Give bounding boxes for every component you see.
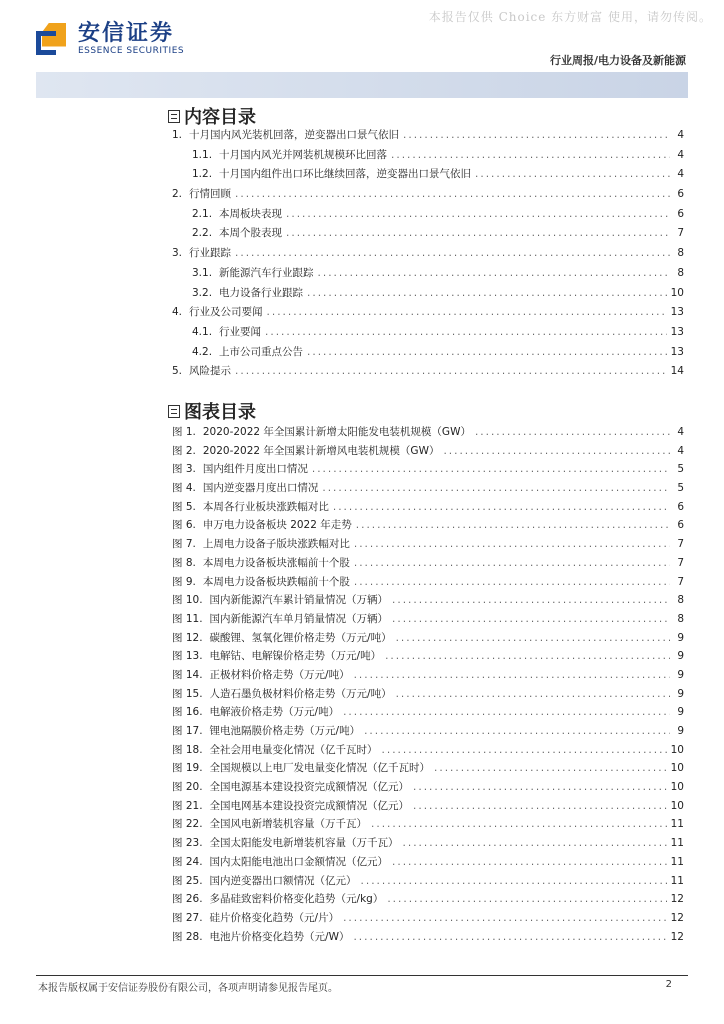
figure-entry-number: 图 18. [172,743,203,756]
figure-entry[interactable] [172,536,684,555]
figure-entry-page: 10 [670,799,684,812]
dot-leader [392,856,667,868]
dot-leader [371,818,667,830]
toc-entry-page: 7 [677,227,684,240]
figure-entry-number: 图 21. [172,799,203,812]
toc-entry-number: 1.1. [192,148,213,161]
figure-entry-page: 8 [677,612,684,625]
figure-entry[interactable] [172,424,684,443]
figure-entry[interactable] [172,760,684,779]
figure-entry[interactable] [172,499,684,518]
figure-entry[interactable] [172,592,684,611]
dot-leader [382,744,667,756]
toc-entry[interactable] [172,344,684,364]
dot-leader [413,800,667,812]
figure-entry-page: 9 [677,725,684,737]
toc-entry-page: 14 [670,365,684,378]
figure-entry-title: 国内新能源汽车单月销量情况（万辆） [209,612,389,625]
figure-entry-title: 本周电力设备板块涨幅前十个股 [202,556,350,569]
dot-leader [391,149,670,161]
dot-leader [396,632,670,644]
toc-entry-page: 13 [670,306,684,319]
figure-entry[interactable] [172,929,684,948]
toc-entry-title: 新能源汽车行业跟踪 [219,266,314,279]
figure-entry-page: 4 [677,426,684,438]
figure-entry-title: 国内太阳能电池出口金额情况（亿元） [209,855,389,868]
toc-entry-title: 行情回顾 [189,188,232,201]
figure-entry-page: 5 [677,482,684,495]
dot-leader [392,594,670,606]
figure-entry[interactable] [172,630,684,649]
figure-entry[interactable] [172,910,684,929]
figure-entry-title: 硅片价格变化趋势（元/片） [209,911,340,924]
figure-entry[interactable] [172,835,684,854]
figure-entry-page: 9 [677,668,684,681]
toc-entry[interactable] [172,225,684,245]
figure-entry[interactable] [172,798,684,817]
dot-leader [475,168,670,180]
dot-leader [354,669,670,681]
figure-entry-page: 7 [677,575,684,588]
dot-leader [403,129,670,141]
dot-leader [353,931,666,943]
figure-entry[interactable] [172,686,684,705]
figure-entry-title: 全国电网基本建设投资完成额情况（亿元） [209,799,410,812]
figure-entry-page: 9 [677,706,684,719]
figure-entry-title: 国内逆变器出口额情况（亿元） [209,874,357,887]
figure-entry-number: 图 19. [172,762,203,775]
toc-entry[interactable] [172,265,684,285]
dot-leader [307,346,667,358]
figure-entry-page: 11 [670,874,684,887]
dot-leader [387,893,666,905]
figure-entry-page: 6 [677,500,684,513]
figure-entry[interactable] [172,480,684,499]
footer-disclaimer: 本报告版权属于安信证券股份有限公司，各项声明请参见报告尾页。 [38,983,338,994]
figure-entry[interactable] [172,704,684,723]
toc-entry-page: 4 [677,168,684,181]
logo-chinese-name: 安信证券 [78,21,175,46]
report-category: 行业周报/电力设备及新能源 [549,54,686,67]
figure-entry-title: 全国太阳能发电新增装机容量（万千瓦） [209,837,399,850]
dot-leader [307,287,667,299]
toc-entry[interactable] [172,324,684,344]
dot-leader [235,247,670,259]
figure-entry[interactable] [172,555,684,574]
company-logo [36,22,184,57]
figure-entry-title: 多晶硅致密料价格变化趋势（元/kg） [209,893,384,906]
dot-leader [413,781,667,793]
dot-leader [396,688,670,700]
toc-entry-page: 4 [677,148,684,161]
figure-entry-number: 图 9. [172,575,196,588]
figure-entry[interactable] [172,854,684,873]
figure-entry-number: 图 25. [172,874,203,887]
figure-entry[interactable] [172,873,684,892]
toc-entry[interactable] [172,147,684,167]
toc-entry-number: 2.2. [192,227,213,240]
dot-leader [356,519,670,531]
toc-entry-number: 3.1. [192,266,213,279]
figure-entry-number: 图 4. [172,482,196,495]
toc-entry-title: 行业跟踪 [189,247,232,260]
figure-entry[interactable] [172,648,684,667]
toc-entry-title: 本周板块表现 [219,207,283,220]
figure-entry[interactable] [172,816,684,835]
figure-entry-number: 图 1. [172,426,196,438]
figure-entry-title: 国内组件月度出口情况 [202,463,308,476]
figure-entry-title: 本周电力设备板块跌幅前十个股 [202,575,350,588]
figure-entry-page: 11 [670,837,684,850]
dot-leader [333,501,670,513]
figure-entry-number: 图 11. [172,612,203,625]
figure-entry-number: 图 26. [172,893,203,906]
toc-entry[interactable] [172,363,684,383]
toc-entry-number: 3. [172,247,183,260]
figure-entry-title: 电解液价格走势（万元/吨） [209,706,340,719]
figure-entry-title: 2020-2022 年全国累计新增风电装机规模（GW） [202,444,440,457]
figure-entry-page: 6 [677,519,684,532]
toc-entry-page: 4 [677,129,684,141]
figure-entry-number: 图 14. [172,668,203,681]
dot-leader [385,650,670,662]
toc-entry-number: 1.2. [192,168,213,181]
figure-entry-page: 11 [670,855,684,868]
header-band [36,72,688,98]
figure-entry-number: 图 22. [172,818,203,831]
figure-entry-title: 电池片价格变化趋势（元/W） [209,930,350,943]
figure-entry-title: 全社会用电量变化情况（亿千瓦时） [209,743,378,756]
figure-entry-title: 人造石墨负极材料价格走势（万元/吨） [209,687,392,700]
toc-entry-title: 上市公司重点公告 [219,345,304,358]
figure-list-title: 图表目录 [184,402,256,423]
dot-leader [434,762,667,774]
figure-entry-title: 国内逆变器月度出口情况 [202,482,319,495]
toc-entry-title: 行业及公司要闻 [189,306,263,319]
toc-entry-number: 2. [172,188,183,201]
toc-entry[interactable] [172,166,684,186]
figure-entry-page: 7 [677,556,684,569]
figure-entry-number: 图 12. [172,631,203,644]
figure-entry-page: 9 [677,687,684,700]
figure-entry[interactable] [172,517,684,536]
toc-entry-page: 13 [670,325,684,338]
dot-leader [354,576,670,588]
toc-entry-title: 十月国内风光并网装机规模环比回落 [219,148,388,161]
toc-entry[interactable] [172,285,684,305]
figure-entry[interactable] [172,891,684,910]
figure-entry-title: 正极材料价格走势（万元/吨） [209,668,350,681]
figure-list-heading [168,398,256,424]
figure-entry[interactable] [172,742,684,761]
toc-entry[interactable] [172,127,684,147]
figure-list [172,424,684,947]
toc-heading [168,103,256,129]
figure-entry-page: 4 [677,444,684,457]
figure-entry-title: 碳酸锂、氢氧化锂价格走势（万元/吨） [209,631,392,644]
figure-entry-number: 图 7. [172,538,196,551]
figure-entry-number: 图 15. [172,687,203,700]
toc-entry-title: 本周个股表现 [219,227,283,240]
footer-divider [36,975,688,976]
figure-entry-page: 7 [677,538,684,551]
figure-entry-number: 图 24. [172,855,203,868]
figure-entry-title: 本周各行业板块涨跌幅对比 [202,500,329,513]
dot-leader [443,445,670,457]
dot-leader [265,326,667,338]
dot-leader [475,426,670,438]
figure-entry-number: 图 8. [172,556,196,569]
figure-entry-page: 8 [677,594,684,607]
figure-entry-number: 图 3. [172,463,196,476]
toc-entry-title: 行业要闻 [219,325,262,338]
figure-entry-number: 图 28. [172,930,203,943]
figure-entry-page: 9 [677,631,684,644]
dot-leader [354,557,670,569]
dot-leader [235,188,670,200]
toc-entry-page: 13 [670,345,684,358]
figure-entry-page: 5 [677,463,684,476]
figure-entry-title: 全国风电新增装机容量（万千瓦） [209,818,368,831]
dot-leader [343,706,670,718]
toc-entry-page: 6 [677,188,684,201]
figure-entry-number: 图 2. [172,444,196,457]
figure-entry-number: 图 6. [172,519,196,532]
dot-leader [286,227,670,239]
dot-leader [235,365,667,377]
figure-entry-title: 全国电源基本建设投资完成额情况（亿元） [209,781,410,794]
figure-entry[interactable] [172,611,684,630]
figure-entry-number: 图 10. [172,594,203,607]
figure-entry[interactable] [172,443,684,462]
toc-entry-title: 风险提示 [189,365,232,378]
toc-entry-page: 8 [677,247,684,260]
dot-leader [361,875,667,887]
figure-entry-title: 电解钴、电解镍价格走势（万元/吨） [209,650,382,663]
dot-leader [318,267,670,279]
list-icon [168,405,180,418]
page-number: 2 [665,979,672,990]
toc-entry-title: 十月国内组件出口环比继续回落，逆变器出口景气依旧 [219,168,472,181]
figure-entry[interactable] [172,667,684,686]
list-icon [168,110,180,123]
dot-leader [403,837,667,849]
figure-entry-number: 图 27. [172,911,203,924]
toc-entry-page: 6 [677,207,684,220]
figure-entry-title: 上周电力设备子版块涨跌幅对比 [202,538,350,551]
figure-entry[interactable] [172,574,684,593]
figure-entry-number: 图 13. [172,650,203,663]
table-of-contents [172,127,684,383]
toc-entry[interactable] [172,245,684,265]
dot-leader [322,482,670,494]
figure-entry[interactable] [172,723,684,742]
toc-entry-number: 4. [172,306,183,319]
dot-leader [267,306,667,318]
toc-entry[interactable] [172,206,684,226]
figure-entry[interactable] [172,461,684,480]
toc-entry-number: 2.1. [192,207,213,220]
figure-entry-title: 申万电力设备板块 2022 年走势 [202,519,352,532]
toc-entry-title: 电力设备行业跟踪 [219,286,304,299]
dot-leader [312,463,670,475]
figure-entry-number: 图 5. [172,500,196,513]
figure-entry-page: 12 [670,911,684,924]
figure-entry-page: 10 [670,762,684,775]
figure-entry-title: 全国规模以上电厂发电量变化情况（亿千瓦时） [209,762,431,775]
figure-entry-number: 图 23. [172,837,203,850]
logo-english-name: ESSENCE SECURITIES [78,46,185,56]
toc-entry-number: 5. [172,365,183,378]
figure-entry-page: 9 [677,650,684,663]
toc-title: 内容目录 [184,107,256,128]
watermark-text: 本报告仅供 Choice 东方财富 使用，请勿传阅。 [428,10,712,24]
dot-leader [286,208,670,220]
toc-entry-page: 8 [677,266,684,279]
figure-entry-page: 11 [670,818,684,831]
figure-entry-page: 10 [670,781,684,794]
dot-leader [354,538,670,550]
figure-entry[interactable] [172,779,684,798]
toc-entry-number: 1. [172,129,183,141]
figure-entry-page: 12 [670,893,684,906]
toc-entry-title: 十月国内风光装机回落，逆变器出口景气依旧 [189,129,400,141]
figure-entry-page: 10 [670,743,684,756]
toc-entry[interactable] [172,304,684,324]
dot-leader [343,912,667,924]
figure-entry-title: 锂电池隔膜价格走势（万元/吨） [209,725,361,737]
figure-entry-title: 2020-2022 年全国累计新增太阳能发电装机规模（GW） [202,426,471,438]
toc-entry-number: 4.2. [192,345,213,358]
figure-entry-number: 图 20. [172,781,203,794]
toc-entry-number: 4.1. [192,325,213,338]
figure-entry-title: 国内新能源汽车累计销量情况（万辆） [209,594,389,607]
figure-entry-page: 12 [670,930,684,943]
figure-entry-number: 图 16. [172,706,203,719]
toc-entry-number: 3.2. [192,286,213,299]
toc-entry-page: 10 [670,286,684,299]
dot-leader [364,725,670,737]
toc-entry[interactable] [172,186,684,206]
dot-leader [392,613,670,625]
figure-entry-number: 图 17. [172,725,203,737]
logo-mark-icon [36,23,70,57]
